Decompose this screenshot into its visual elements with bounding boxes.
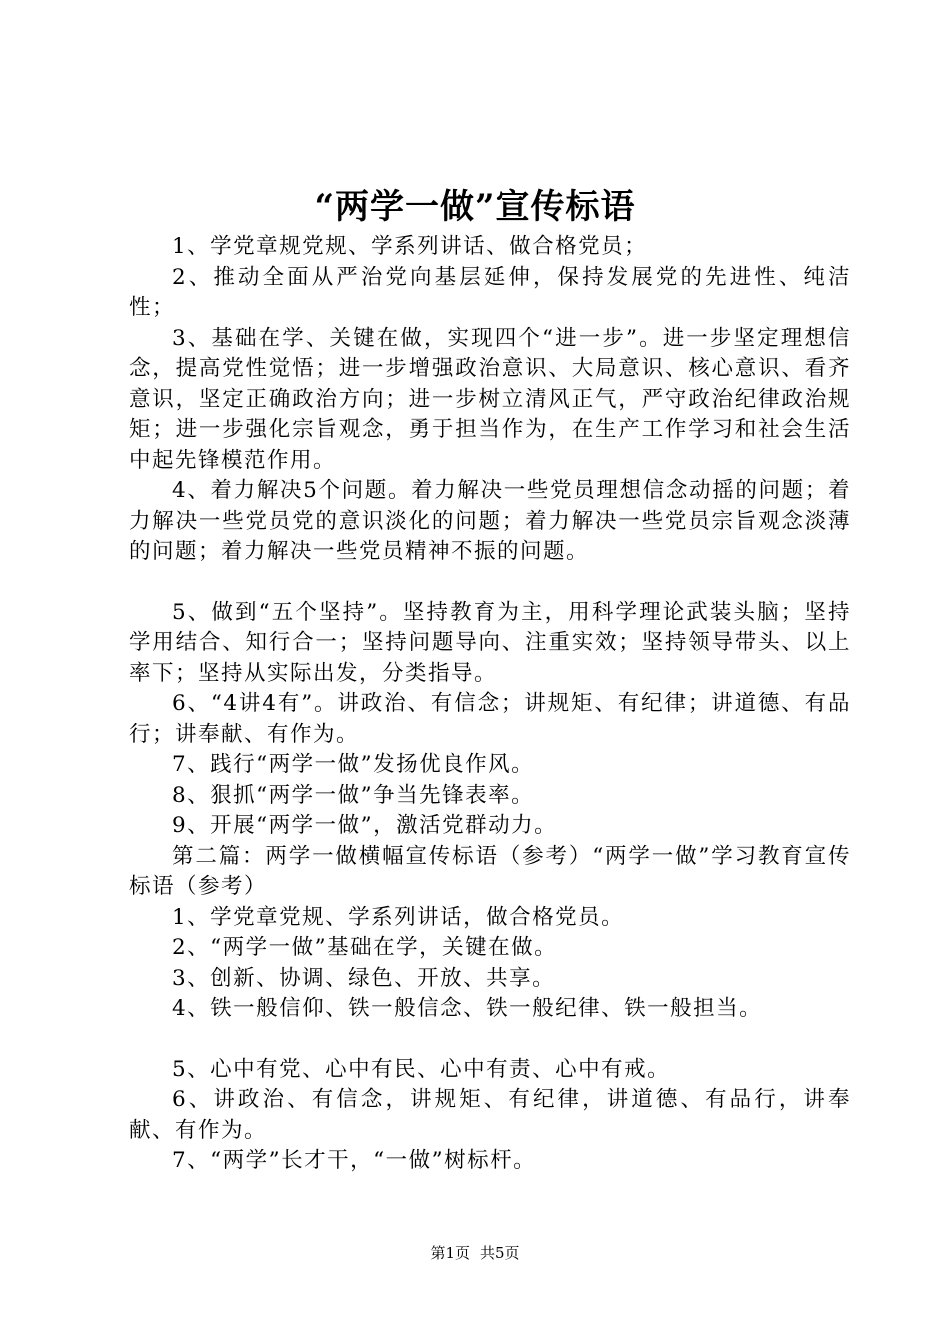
paragraph: 5、做到“五个坚持”。坚持教育为主，用科学理论武装头脑；坚持学用结合、知行合一；坚持问题导向、注重实效；坚持领导带头、以上率下；坚持从实际出发，分类指导。 — [129, 599, 851, 686]
page-footer — [0, 1242, 950, 1264]
paragraph: 2、“两学一做”基础在学，关键在做。 — [172, 935, 558, 960]
document-title: “两学一做”宣传标语 — [314, 187, 636, 227]
paragraph: 2、推动全面从严治党向基层延伸，保持发展党的先进性、纯洁性； — [129, 264, 851, 320]
paragraph: 4、铁一般信仰、铁一般信念、铁一般纪律、铁一般担当。 — [172, 996, 763, 1021]
section-heading: 第二篇：两学一做横幅宣传标语（参考）“两学一做”学习教育宣传标语（参考） — [129, 843, 851, 899]
paragraph: 3、创新、协调、绿色、开放、共享。 — [172, 965, 556, 991]
paragraph: 8、狠抓“两学一做”争当先锋表率。 — [172, 782, 535, 808]
document-body — [129, 232, 851, 1177]
paragraph: 3、基础在学、关键在做，实现四个“进一步”。进一步坚定理想信念，提高党性觉悟；进一步增强政治意识、大局意识、核心意识、看齐意识，坚定正确政治方向；进一步树立清风正气，严守政治纪律政治规矩；进一步强化宗旨观念，勇于担当作为，在生产工作学习和社会生活中起先锋模范作用。 — [129, 325, 851, 473]
paragraph: 9、开展“两学一做”，激活党群动力。 — [172, 813, 558, 838]
page-total: 共5页 — [480, 1244, 520, 1262]
paragraph: 6、讲政治、有信念，讲规矩、有纪律，讲道德、有品行，讲奉献、有作为。 — [129, 1087, 851, 1143]
paragraph: 1、学党章规党规、学系列讲话、做合格党员； — [172, 234, 648, 259]
paragraph: 6、“4讲4有”。讲政治、有信念；讲规矩、有纪律；讲道德、有品行；讲奉献、有作为。 — [129, 691, 851, 747]
paragraph: 1、学党章党规、学系列讲话，做合格党员。 — [172, 904, 625, 930]
paragraph: 7、“两学”长才干，“一做”树标杆。 — [172, 1148, 537, 1173]
paragraph: 4、着力解决5个问题。着力解决一些党员理想信念动摇的问题；着力解决一些党员党的意识淡化的问题；着力解决一些党员宗旨观念淡薄的问题；着力解决一些党员精神不振的问题。 — [129, 478, 851, 564]
page-number: 第1页 — [430, 1244, 470, 1262]
paragraph: 7、践行“两学一做”发扬优良作风。 — [172, 752, 535, 777]
paragraph: 5、心中有党、心中有民、心中有责、心中有戒。 — [172, 1056, 671, 1082]
